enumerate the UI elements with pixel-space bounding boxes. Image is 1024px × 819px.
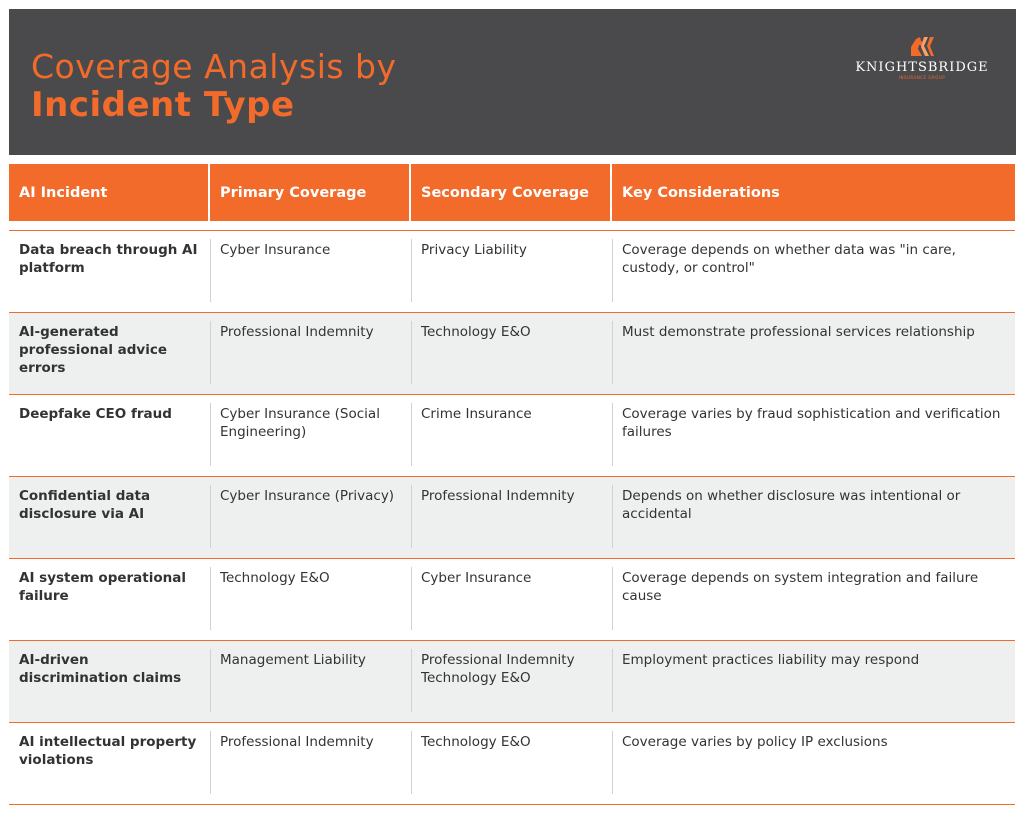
key-considerations-cell: Coverage varies by fraud sophistication and verification failures [612,395,1015,477]
secondary-coverage-cell: Cyber Insurance [411,559,612,641]
table-row [9,313,1015,395]
primary-coverage-cell: Professional Indemnity [210,723,411,805]
incident-cell: AI-driven discrimination claims [9,641,210,723]
secondary-coverage-cell: Technology E&O [411,723,612,805]
key-considerations-cell: Coverage depends on whether data was "in care, custody, or control" [612,231,1015,313]
table-row [9,231,1015,313]
primary-coverage-cell: Cyber Insurance (Privacy) [210,477,411,559]
header-secondary-coverage: Secondary Coverage [411,164,612,221]
key-considerations-cell: Coverage depends on system integration and failure cause [612,559,1015,641]
incident-cell: Deepfake CEO fraud [9,395,210,477]
header-key-considerations: Key Considerations [612,164,1015,221]
secondary-coverage-cell: Professional Indemnity Technology E&O [411,641,612,723]
incident-cell: AI system operational failure [9,559,210,641]
header-banner [9,9,1016,155]
page-title-line1: Coverage Analysis by [31,47,397,86]
header-primary-coverage: Primary Coverage [210,164,411,221]
primary-coverage-cell: Cyber Insurance (Social Engineering) [210,395,411,477]
key-considerations-cell: Coverage varies by policy IP exclusions [612,723,1015,805]
coverage-table [9,164,1015,805]
secondary-coverage-cell: Privacy Liability [411,231,612,313]
logo-subtitle: INSURANCE GROUP [898,75,946,80]
table-row [9,477,1015,559]
knight-logo-icon [908,35,936,57]
page-title-line2: Incident Type [31,85,295,125]
key-considerations-cell: Employment practices liability may respond [612,641,1015,723]
table-header-row [9,164,1015,221]
table-row [9,723,1015,805]
incident-cell: AI intellectual property violations [9,723,210,805]
company-logo [847,35,997,95]
primary-coverage-cell: Professional Indemnity [210,313,411,395]
incident-cell: Confidential data disclosure via AI [9,477,210,559]
key-considerations-cell: Must demonstrate professional services relationship [612,313,1015,395]
header-ai-incident: AI Incident [9,164,210,221]
secondary-coverage-cell: Technology E&O [411,313,612,395]
header-spacer [9,221,1015,231]
key-considerations-cell: Depends on whether disclosure was intentional or accidental [612,477,1015,559]
table-row [9,395,1015,477]
logo-name: KNIGHTSBRIDGE [855,60,989,75]
incident-cell: Data breach through AI platform [9,231,210,313]
secondary-coverage-cell: Crime Insurance [411,395,612,477]
primary-coverage-cell: Technology E&O [210,559,411,641]
table-row [9,641,1015,723]
incident-cell: AI-generated professional advice errors [9,313,210,395]
primary-coverage-cell: Cyber Insurance [210,231,411,313]
secondary-coverage-cell: Professional Indemnity [411,477,612,559]
primary-coverage-cell: Management Liability [210,641,411,723]
table-row [9,559,1015,641]
